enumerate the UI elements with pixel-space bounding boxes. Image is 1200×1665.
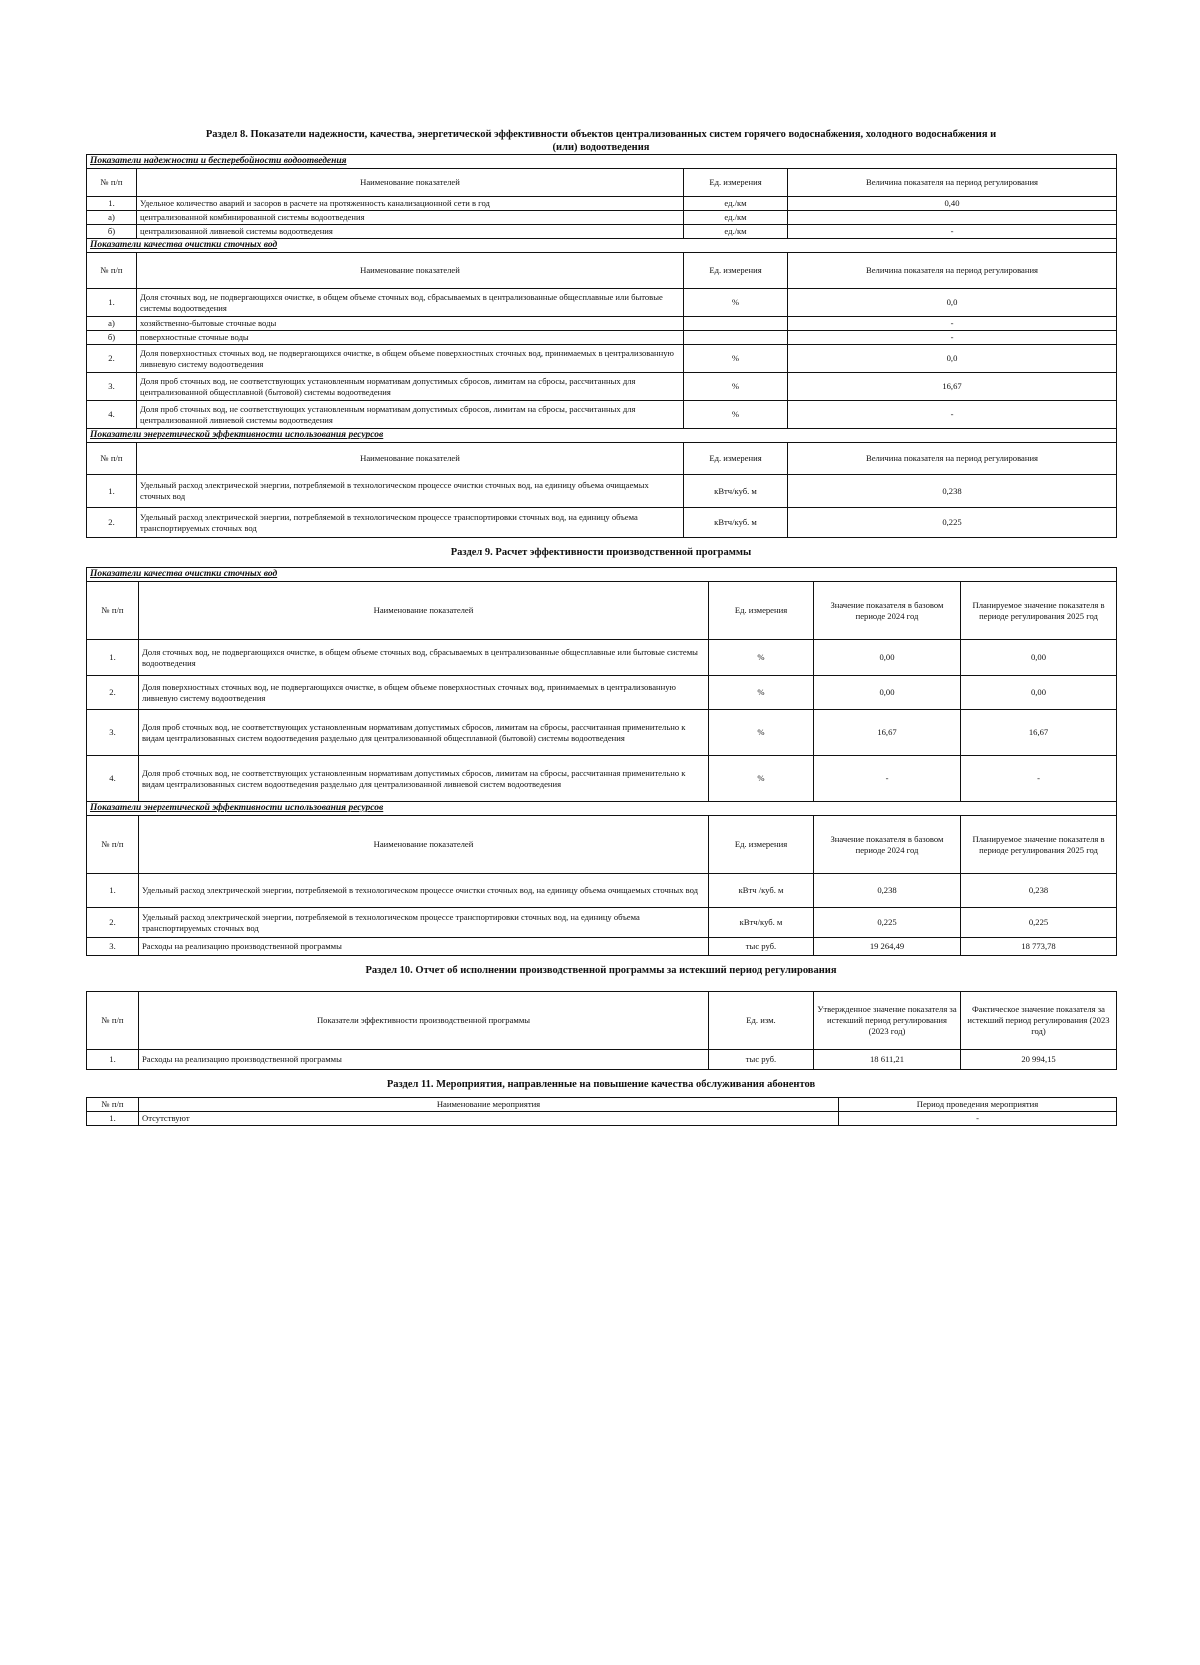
cell-num: 2. (87, 676, 139, 710)
cell-value (788, 211, 1117, 225)
group-title: Показатели энергетической эффективности использования ресурсов (87, 802, 1117, 816)
cell-num: 3. (87, 938, 139, 956)
cell-unit: % (684, 345, 788, 373)
header-name: Наименование мероприятия (139, 1098, 839, 1112)
header-unit: Ед. измерения (709, 582, 814, 640)
table-header-row (87, 443, 1117, 475)
cell-unit: тыс руб. (709, 1050, 814, 1070)
table-row (87, 640, 1117, 676)
header-num: № п/п (87, 169, 137, 197)
cell-num: 4. (87, 756, 139, 802)
header-unit: Ед. измерения (684, 169, 788, 197)
cell-name: хозяйственно-бытовые сточные воды (137, 317, 684, 331)
cell-num: 2. (87, 345, 137, 373)
cell-name: централизованной комбинированной системы водоотведения (137, 211, 684, 225)
document-page (86, 128, 1116, 1126)
cell-unit: % (684, 289, 788, 317)
header-name: Наименование показателей (137, 169, 684, 197)
table-row (87, 331, 1117, 345)
cell-num: 1. (87, 475, 137, 508)
cell-unit: ед./км (684, 211, 788, 225)
header-actual: Фактическое значение показателя за истекший период регулирования (2023 год) (961, 992, 1117, 1050)
cell-unit: % (684, 401, 788, 429)
header-num: № п/п (87, 816, 139, 874)
cell-value: - (788, 317, 1117, 331)
header-name: Наименование показателей (139, 582, 709, 640)
header-value: Величина показателя на период регулирования (788, 443, 1117, 475)
cell-name: Удельный расход электрической энергии, потребляемой в технологическом процессе очистки сточных вод, на единицу объема очищаемых сточных вод (139, 874, 709, 908)
cell-name: Доля поверхностных сточных вод, не подвергающихся очистке, в общем объеме поверхностных сточных вод, принимаемых в централизованную ливневую систему водоотведения (139, 676, 709, 710)
cell-plan: - (961, 756, 1117, 802)
cell-name: Доля проб сточных вод, не соответствующих установленным нормативам допустимых сбросов, лимитам на сбросы, рассчитанная применительно к видам централизованных систем водоотведения раздельно для централизованной ливневой систем водоотведения (139, 756, 709, 802)
cell-name: Удельное количество аварий и засоров в расчете на протяженность канализационной сети в год (137, 197, 684, 211)
cell-unit: ед./км (684, 197, 788, 211)
cell-value: 0,238 (788, 475, 1117, 508)
group-title-row (87, 155, 1117, 169)
cell-unit (684, 331, 788, 345)
cell-value: 0,0 (788, 289, 1117, 317)
cell-unit: % (709, 710, 814, 756)
cell-plan: 16,67 (961, 710, 1117, 756)
table-row (87, 225, 1117, 239)
header-num: № п/п (87, 582, 139, 640)
header-unit: Ед. измерения (684, 443, 788, 475)
cell-name: Удельный расход электрической энергии, потребляемой в технологическом процессе транспортировки сточных вод, на единицу объема транспортируемых сточных вод (139, 908, 709, 938)
cell-base: 0,238 (814, 874, 961, 908)
header-name: Показатели эффективности производственной программы (139, 992, 709, 1050)
cell-base: 0,225 (814, 908, 961, 938)
table-row (87, 676, 1117, 710)
header-unit: Ед. измерения (684, 253, 788, 289)
header-period: Период проведения мероприятия (839, 1098, 1117, 1112)
cell-value: - (788, 401, 1117, 429)
cell-num: 1. (87, 874, 139, 908)
cell-name: централизованной ливневой системы водоотведения (137, 225, 684, 239)
cell-name: Доля поверхностных сточных вод, не подвергающихся очистке, в общем объеме поверхностных сточных вод, принимаемых в централизованную ливневую систему водоотведения (137, 345, 684, 373)
cell-base: - (814, 756, 961, 802)
table-row (87, 1050, 1117, 1070)
cell-actual: 20 994,15 (961, 1050, 1117, 1070)
cell-num: 1. (87, 1050, 139, 1070)
group-title-row (87, 802, 1117, 816)
cell-num: 3. (87, 373, 137, 401)
cell-num: 1. (87, 289, 137, 317)
header-name: Наименование показателей (139, 816, 709, 874)
section-11-title: Раздел 11. Мероприятия, направленные на повышение качества обслуживания абонентов (386, 1079, 816, 1090)
cell-value: 0,40 (788, 197, 1117, 211)
cell-base: 19 264,49 (814, 938, 961, 956)
header-num: № п/п (87, 1098, 139, 1112)
section-9-title: Раздел 9. Расчет эффективности производственной программы (450, 547, 752, 558)
cell-plan: 0,238 (961, 874, 1117, 908)
section-11-table (86, 1097, 1117, 1126)
header-value: Величина показателя на период регулирования (788, 169, 1117, 197)
table-header-row (87, 582, 1117, 640)
group-title-row (87, 239, 1117, 253)
table-row (87, 211, 1117, 225)
cell-value: 16,67 (788, 373, 1117, 401)
table-row (87, 289, 1117, 317)
cell-value: 0,0 (788, 345, 1117, 373)
table-row (87, 508, 1117, 538)
cell-unit: тыс руб. (709, 938, 814, 956)
cell-name: Отсутствуют (139, 1112, 839, 1126)
cell-name: Удельный расход электрической энергии, потребляемой в технологическом процессе очистки сточных вод, на единицу объема очищаемых сточных вод (137, 475, 684, 508)
cell-num: 2. (87, 508, 137, 538)
cell-unit (684, 317, 788, 331)
header-num: № п/п (87, 443, 137, 475)
cell-name: Доля проб сточных вод, не соответствующих установленным нормативам допустимых сбросов, лимитам на сбросы, рассчитанная применительно к видам централизованных систем водоотведения раздельно для централизованной общесплавной (бытовой) системы водоотведения (139, 710, 709, 756)
cell-num: 1. (87, 640, 139, 676)
group-title-row (87, 429, 1117, 443)
cell-unit: % (709, 676, 814, 710)
cell-num: б) (87, 331, 137, 345)
group-title: Показатели качества очистки сточных вод (87, 239, 1117, 253)
header-approved: Утвержденное значение показателя за истекший период регулирования (2023 год) (814, 992, 961, 1050)
header-name: Наименование показателей (137, 443, 684, 475)
cell-num: 3. (87, 710, 139, 756)
header-base: Значение показателя в базовом периоде 2024 год (814, 582, 961, 640)
table-row (87, 1112, 1117, 1126)
table-header-row (87, 1098, 1117, 1112)
cell-unit: кВтч/куб. м (709, 908, 814, 938)
cell-approved: 18 611,21 (814, 1050, 961, 1070)
cell-unit: % (709, 640, 814, 676)
cell-unit: кВтч/куб. м (684, 475, 788, 508)
header-unit: Ед. измерения (709, 816, 814, 874)
header-base: Значение показателя в базовом периоде 2024 год (814, 816, 961, 874)
cell-name: Удельный расход электрической энергии, потребляемой в технологическом процессе транспортировки сточных вод, на единицу объема транспортируемых сточных вод (137, 508, 684, 538)
header-name: Наименование показателей (137, 253, 684, 289)
cell-unit: ед./км (684, 225, 788, 239)
cell-name: Расходы на реализацию производственной программы (139, 1050, 709, 1070)
table-header-row (87, 816, 1117, 874)
table-row (87, 908, 1117, 938)
cell-num: 4. (87, 401, 137, 429)
cell-value: - (788, 331, 1117, 345)
group-title: Показатели энергетической эффективности использования ресурсов (87, 429, 1117, 443)
cell-name: Доля сточных вод, не подвергающихся очистке, в общем объеме сточных вод, сбрасываемых в централизованные общесплавные или бытовые системы водоотведения (139, 640, 709, 676)
cell-num: а) (87, 317, 137, 331)
cell-name: поверхностные сточные воды (137, 331, 684, 345)
cell-num: 1. (87, 1112, 139, 1126)
header-num: № п/п (87, 253, 137, 289)
cell-num: 1. (87, 197, 137, 211)
cell-name: Расходы на реализацию производственной программы (139, 938, 709, 956)
table-row (87, 373, 1117, 401)
table-row (87, 345, 1117, 373)
table-header-row (87, 169, 1117, 197)
header-plan: Планируемое значение показателя в периоде регулирования 2025 год (961, 816, 1117, 874)
table-row (87, 938, 1117, 956)
table-row (87, 710, 1117, 756)
cell-num: б) (87, 225, 137, 239)
cell-period: - (839, 1112, 1117, 1126)
cell-plan: 18 773,78 (961, 938, 1117, 956)
cell-unit: % (684, 373, 788, 401)
table-row (87, 317, 1117, 331)
cell-base: 0,00 (814, 676, 961, 710)
cell-value: - (788, 225, 1117, 239)
cell-base: 16,67 (814, 710, 961, 756)
section-8-table (86, 154, 1117, 538)
cell-name: Доля проб сточных вод, не соответствующих установленным нормативам допустимых сбросов, лимитам на сбросы, рассчитанных для централизованной ливневой системы водоотведения (137, 401, 684, 429)
group-title: Показатели качества очистки сточных вод (87, 568, 1117, 582)
header-value: Величина показателя на период регулирования (788, 253, 1117, 289)
header-unit: Ед. изм. (709, 992, 814, 1050)
cell-name: Доля сточных вод, не подвергающихся очистке, в общем объеме сточных вод, сбрасываемых в централизованные общесплавные или бытовые системы водоотведения (137, 289, 684, 317)
table-row (87, 197, 1117, 211)
cell-unit: % (709, 756, 814, 802)
table-header-row (87, 992, 1117, 1050)
cell-base: 0,00 (814, 640, 961, 676)
cell-value: 0,225 (788, 508, 1117, 538)
cell-plan: 0,00 (961, 640, 1117, 676)
table-row (87, 756, 1117, 802)
section-10-table (86, 991, 1117, 1070)
table-row (87, 475, 1117, 508)
cell-plan: 0,225 (961, 908, 1117, 938)
table-header-row (87, 253, 1117, 289)
table-row (87, 874, 1117, 908)
group-title: Показатели надежности и бесперебойности водоотведения (87, 155, 1117, 169)
cell-num: а) (87, 211, 137, 225)
cell-plan: 0,00 (961, 676, 1117, 710)
header-num: № п/п (87, 992, 139, 1050)
cell-unit: кВтч/куб. м (684, 508, 788, 538)
section-8-title-line1: Раздел 8. Показатели надежности, качества, энергетической эффективности объектов централизованных систем горячего водоснабжения, холодного водоснабжения и (205, 129, 997, 140)
table-row (87, 401, 1117, 429)
cell-name: Доля проб сточных вод, не соответствующих установленным нормативам допустимых сбросов, лимитам на сбросы, рассчитанных для централизованной общесплавной (бытовой) системы водоотведения (137, 373, 684, 401)
cell-num: 2. (87, 908, 139, 938)
section-8-title-line2: (или) водоотведения (552, 142, 650, 153)
section-10-title: Раздел 10. Отчет об исполнении производственной программы за истекший период регулирования (365, 965, 837, 976)
group-title-row (87, 568, 1117, 582)
cell-unit: кВтч /куб. м (709, 874, 814, 908)
section-9-table (86, 567, 1117, 956)
section-8-title (86, 128, 1116, 154)
header-plan: Планируемое значение показателя в периоде регулирования 2025 год (961, 582, 1117, 640)
